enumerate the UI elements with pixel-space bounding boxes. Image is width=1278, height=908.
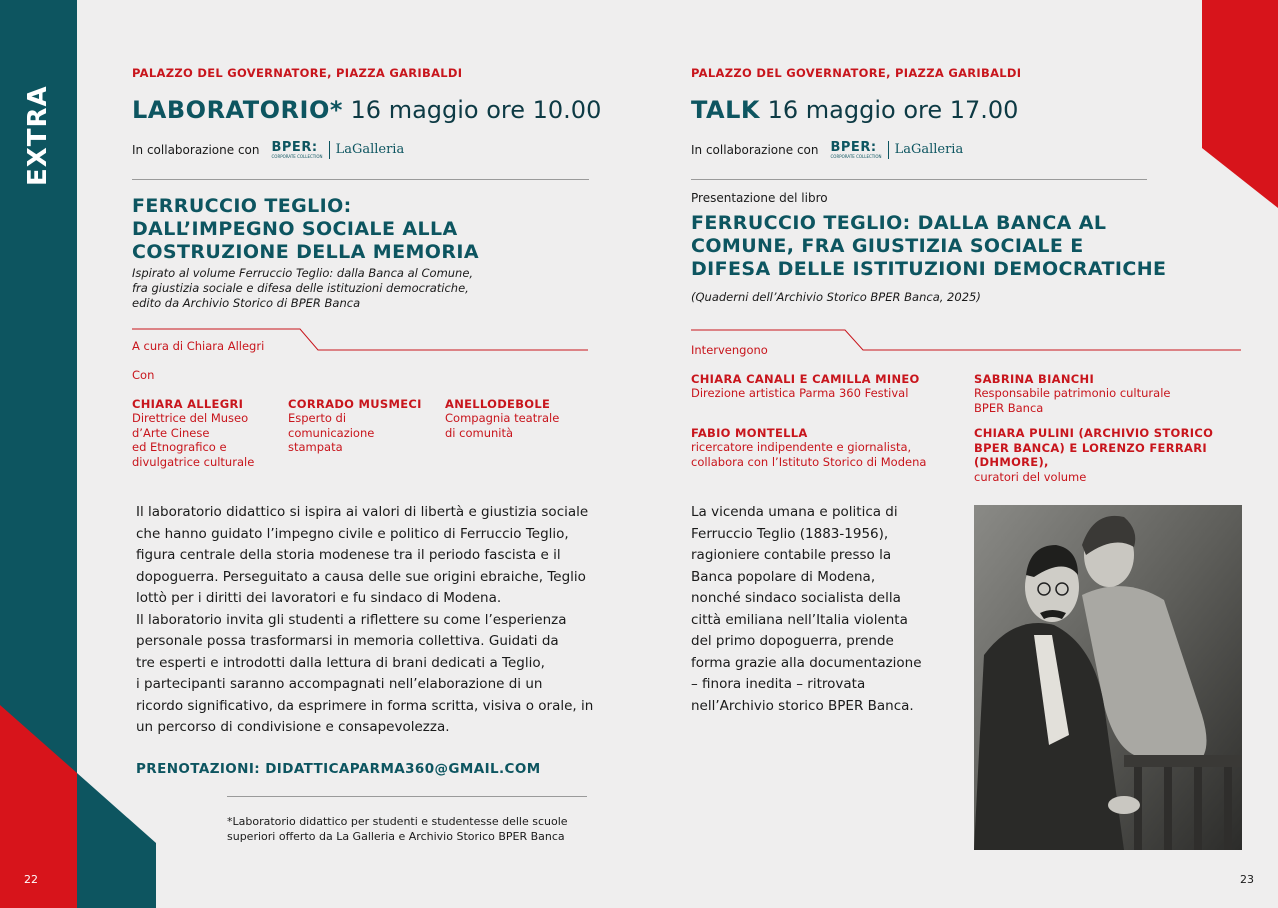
speaker-role: ricercatore indipendente e giornalista, collabora con l’Istituto Storico di Modena [691, 440, 927, 469]
person-card [288, 397, 438, 455]
right-title-line: COMUNE, FRA GIUSTIZIA SOCIALE E [691, 235, 1084, 257]
right-speakers-rule [691, 329, 1243, 353]
lagalleria-logo: LaGalleria [335, 142, 405, 157]
left-collab [132, 140, 404, 159]
speaker-card [691, 426, 966, 469]
speaker-card [974, 426, 1244, 484]
right-title-line: FERRUCCIO TEGLIO: DALLA BANCA AL [691, 212, 1107, 234]
right-collab-label: In collaborazione con [691, 142, 819, 157]
speaker-card [691, 372, 966, 401]
speaker-name: CHIARA CANALI E CAMILLA MINEO [691, 372, 920, 386]
logo-divider [888, 141, 889, 159]
person-role: Direttrice del Museo d’Arte Cinese ed Etnografico e divulgatrice culturale [132, 411, 255, 469]
speaker-name: FABIO MONTELLA [691, 426, 808, 440]
left-subtitle-line: fra giustizia sociale e difesa delle istituzioni democratiche, [132, 281, 469, 295]
right-title-line: DIFESA DELLE ISTITUZIONI DEMOCRATICHE [691, 258, 1167, 280]
historic-photo [974, 505, 1242, 850]
logo-divider [329, 141, 330, 159]
right-body-text: La vicenda umana e politica di Ferruccio Teglio (1883-1956), ragioniere contabile presso la Banca popolare di Modena, nonché sindaco socialista della città emiliana nell’Italia violenta del primo dopoguerra, prende forma grazie alla documentazione – finora inedita – ritrovata nell’Archivio storico BPER Banca. [691, 504, 922, 714]
left-subtitle [132, 266, 473, 311]
speaker-role: Direzione artistica Parma 360 Festival [691, 386, 909, 400]
speaker-name: SABRINA BIANCHI [974, 372, 1095, 386]
person-card [132, 397, 282, 469]
right-venue: PALAZZO DEL GOVERNATORE, PIAZZA GARIBALDI [691, 66, 1022, 80]
left-with-label: Con [132, 368, 155, 382]
left-subtitle-line: Ispirato al volume Ferruccio Teglio: dalla Banca al Comune, [132, 266, 474, 280]
lagalleria-logo: LaGalleria [894, 142, 964, 157]
person-name: CHIARA ALLEGRI [132, 397, 244, 411]
page-number-left: 22 [24, 873, 38, 886]
left-title-line: DALL’IMPEGNO SOCIALE ALLA [132, 218, 458, 240]
left-event-type: LABORATORIO* [132, 96, 343, 124]
right-collab [691, 140, 963, 159]
right-title [691, 212, 1166, 281]
right-event-type: TALK [691, 96, 760, 124]
left-title [132, 195, 479, 264]
booking-email-link[interactable]: PRENOTAZIONI: DIDATTICAPARMA360@GMAIL.COM [136, 761, 541, 777]
speaker-card [974, 372, 1244, 415]
left-body-text: Il laboratorio didattico si ispira ai valori di libertà e giustizia sociale che hanno guidato l’impegno civile e politico di Ferruccio Teglio, figura centrale della storia modenese tra il periodo fascista e il dopoguerra. Perseguitato a causa delle sue origini ebraiche, Teglio lottò per i diritti dei lavoratori e fu sindaco di Modena. Il laboratorio invita gli studenti a riflettere su come l’esperienza personale possa trasformarsi in memoria collettiva. Guidati da tre esperti e introdotti dalla lettura di brani dedicati a Teglio, i partecipanti saranno accompagnati nell’elaborazione di un ricordo significativo, da esprimere in forma scritta, visiva o orale, in un percorso di condivisione e consapevolezza. [136, 504, 594, 735]
left-divider [132, 179, 589, 180]
right-subtitle: (Quaderni dell’Archivio Storico BPER Banca, 2025) [691, 290, 981, 304]
person-role: Esperto di comunicazione stampata [288, 411, 375, 454]
right-partner-logos [831, 140, 964, 159]
person-card [445, 397, 595, 440]
speaker-role: curatori del volume [974, 469, 1087, 484]
section-label: EXTRA [23, 85, 53, 187]
right-corner-decoration [1200, 0, 1278, 210]
bper-logo: BPER: CORPORATE COLLECTION [830, 140, 882, 159]
speaker-role: Responsabile patrimonio culturale BPER Banca [974, 386, 1171, 415]
left-subtitle-line: edito da Archivio Storico di BPER Banca [132, 296, 361, 310]
person-name: CORRADO MUSMECI [288, 397, 422, 411]
speaker-name: CHIARA PULINI (ARCHIVIO STORICO BPER BANCA) E LORENZO FERRARI (DHMORE), [974, 426, 1214, 469]
left-footnote: *Laboratorio didattico per studenti e studentesse delle scuole superiori offerto da La Galleria e Archivio Storico BPER Banca [227, 815, 568, 843]
left-event-when: 16 maggio ore 10.00 [342, 96, 602, 124]
left-collab-label: In collaborazione con [132, 142, 260, 157]
person-name: ANELLODEBOLE [445, 397, 551, 411]
left-partner-logos [272, 140, 405, 159]
right-event-heading [691, 96, 1018, 124]
left-event-heading [132, 96, 601, 124]
page-number-right: 23 [1240, 873, 1254, 886]
left-title-line: FERRUCCIO TEGLIO: [132, 195, 352, 217]
footnote-divider [227, 796, 587, 797]
bper-logo: BPER: CORPORATE COLLECTION [271, 140, 323, 159]
left-title-line: COSTRUZIONE DELLA MEMORIA [132, 241, 479, 263]
person-role: Compagnia teatrale di comunità [445, 411, 560, 440]
right-event-when: 16 maggio ore 17.00 [759, 96, 1019, 124]
right-divider [691, 179, 1147, 180]
speakers-label: Intervengono [691, 343, 768, 357]
left-curator: A cura di Chiara Allegri [132, 339, 265, 353]
presentation-label: Presentazione del libro [691, 191, 828, 205]
left-venue: PALAZZO DEL GOVERNATORE, PIAZZA GARIBALDI [132, 66, 463, 80]
